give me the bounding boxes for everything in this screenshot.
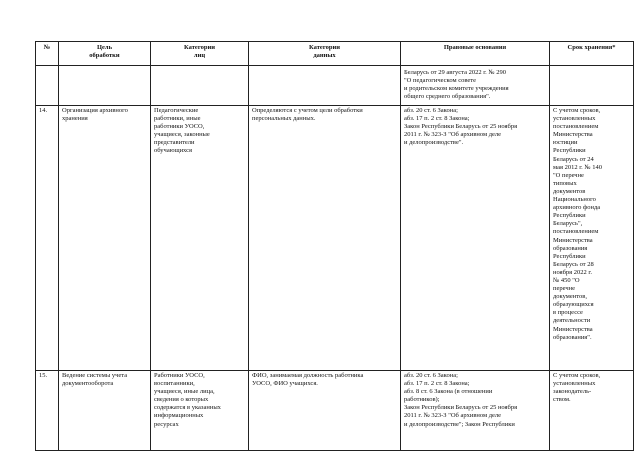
header-person-categories: Категории лиц: [151, 42, 249, 66]
legal-basis-cell: абз. 20 ст. 6 Закона; абз. 17 п. 2 ст. 8 Закона; абз. 8 ст. 6 Закона (в отношении работников); Закон Республики Беларусь от 25 ноября 2011 г. № 323-З "Об архивном деле и делопроизводстве"; Закон Республики: [401, 371, 550, 451]
data-categories-cell: Определяются с учетом цели обработки персональных данных.: [249, 106, 401, 371]
header-number: №: [36, 42, 59, 66]
legal-basis-cell: абз. 20 ст. 6 Закона; абз. 17 п. 2 ст. 8 Закона; Закон Республики Беларусь от 25 ноября 2011 г. № 323-З "Об архивном деле и делопроизводстве".: [401, 106, 550, 371]
purpose-cell: Ведение системы учета документооборота: [59, 371, 151, 451]
purpose-cell: Организация архивного хранения: [59, 106, 151, 371]
row-number: 15.: [36, 371, 59, 451]
table-row-14: [36, 106, 634, 371]
table-header-row: [36, 42, 634, 66]
retention-cell: С учетом сроков, установленных постановлением Министерства юстиции Республики Беларусь от 24 мая 2012 г. № 140 "О перечне типовых документов Национального архивного фонда Республики Беларусь", постановлением Министерства образования Республики Беларусь от 28 ноября 2022 г. № 450 "О перечне документов, образующихся в процессе деятельности Министерства образования".: [550, 106, 634, 371]
person-categories-cell: Работники УОСО, воспитанники, учащиеся, иные лица, сведения о которых содержатся в указанных информационных ресурсах: [151, 371, 249, 451]
header-retention: Срок хранения*: [550, 42, 634, 66]
personal-data-table: [35, 41, 634, 451]
legal-basis-cell: Беларусь от 29 августа 2022 г. № 290 "О педагогическом совете и родительском комитете учреждения общего среднего образования".: [401, 66, 550, 106]
data-categories-cell: ФИО, занимаемая должность работника УОСО, ФИО учащихся.: [249, 371, 401, 451]
header-legal-basis: Правовые основания: [401, 42, 550, 66]
retention-cell: С учетом сроков, установленных законодатель- ством.: [550, 371, 634, 451]
table-row-continuation: [36, 66, 634, 106]
header-purpose: Цель обработки: [59, 42, 151, 66]
row-number: 14.: [36, 106, 59, 371]
header-data-categories: Категории данных: [249, 42, 401, 66]
person-categories-cell: Педагогические работники, иные работники УОСО, учащиеся, законные представители обучающихся: [151, 106, 249, 371]
table-row-15: [36, 371, 634, 451]
